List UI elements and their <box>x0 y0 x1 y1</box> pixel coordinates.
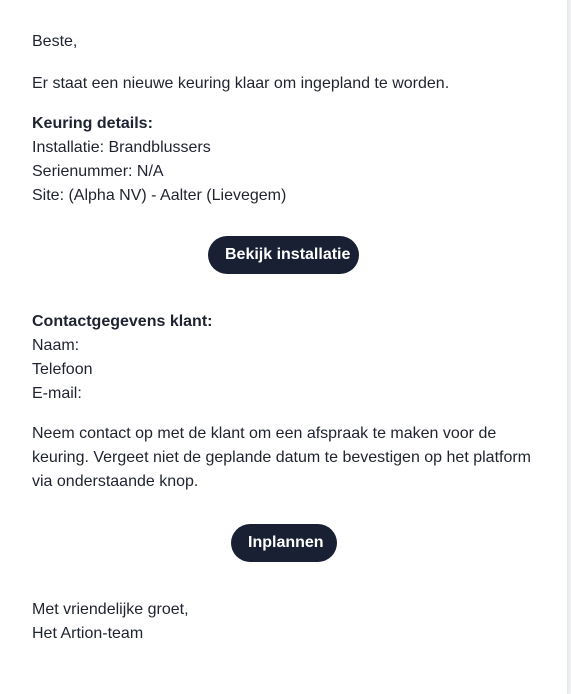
installation-text: Installatie: Brandblussers <box>32 139 211 156</box>
contact-name-label: Naam: <box>32 337 80 354</box>
instructions-text: Neem contact op met de klant om een afspraak te maken voor de keuring. Vergeet niet de geplande datum te bevestigen op het platform via onderstaande knop. <box>32 425 532 490</box>
contact-heading: Contactgegevens klant: <box>32 313 213 330</box>
greeting-text: Beste, <box>32 33 78 50</box>
inspection-details <box>32 112 286 208</box>
schedule-button[interactable]: Inplannen <box>231 524 337 562</box>
serial-number-text: Serienummer: N/A <box>32 163 164 180</box>
regards-text: Met vriendelijke groet, <box>32 601 189 618</box>
view-installation-button[interactable]: Bekijk installatie <box>208 236 359 274</box>
contact-phone-label: Telefoon <box>32 361 93 378</box>
details-heading: Keuring details: <box>32 115 153 132</box>
contact-email-label: E-mail: <box>32 385 82 402</box>
customer-contact-details <box>32 310 212 406</box>
site-text: Site: (Alpha NV) - Aalter (Lievegem) <box>32 187 287 204</box>
closing <box>32 598 189 646</box>
signature-text: Het Artion-team <box>32 625 144 642</box>
intro-text: Er staat een nieuwe keuring klaar om ingepland te worden. <box>32 75 450 92</box>
